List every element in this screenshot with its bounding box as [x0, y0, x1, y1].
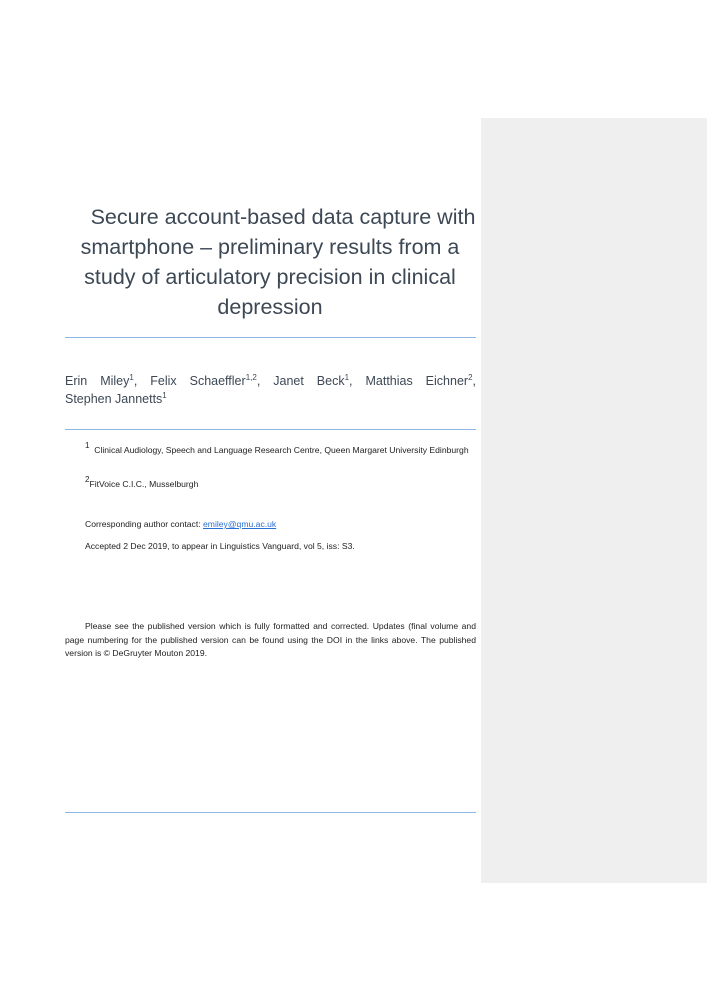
author-name: Janet Beck: [273, 374, 345, 388]
author-name: Matthias Eichner: [365, 374, 469, 388]
author-name: Stephen Jannetts: [65, 392, 163, 406]
author-affiliation-mark: 2: [468, 373, 473, 382]
paper-title: [60, 202, 480, 322]
title-divider: [65, 337, 476, 338]
affiliation-mark: 1: [85, 441, 90, 450]
author-name: Erin Miley: [65, 374, 130, 388]
author-affiliation-mark: 1: [344, 373, 350, 382]
affiliation-text: FitVoice C.I.C., Musselburgh: [89, 479, 199, 489]
author-name: Felix Schaeffler: [150, 374, 246, 388]
comment-pane: [481, 118, 707, 883]
title-line: smartphone – preliminary results from a: [80, 235, 460, 259]
title-line: study of articulatory precision in clinical: [84, 265, 456, 289]
affiliation-2: [65, 475, 476, 492]
affiliation-mark: 2: [85, 475, 90, 484]
author-affiliation-mark: 1: [129, 373, 134, 382]
email-link[interactable]: emiley@qmu.ac.uk: [203, 519, 277, 529]
authors-divider: [65, 429, 476, 430]
affiliation-text: Clinical Audiology, Speech and Language Research Centre, Queen Margaret University Edinburgh: [94, 445, 469, 455]
affiliation-1: [65, 441, 476, 458]
title-line: Secure account-based data capture with: [90, 205, 476, 229]
acceptance-note: Accepted 2 Dec 2019, to appear in Linguistics Vanguard, vol 5, iss: S3.: [85, 541, 355, 551]
corresponding-author: [65, 518, 476, 532]
author-affiliation-mark: 1: [162, 391, 167, 400]
author-list-continued: [65, 390, 476, 408]
contact-label: Corresponding author contact:: [85, 519, 201, 529]
author-list: Erin Miley$^1$, Felix Schaeffler$^{1,2}$, Janet Beck$^1$, Matthias Eichner$^2$,: [65, 373, 477, 388]
published-version-notice: Please see the published version which is fully formatted and corrected. Updates (final volume and page numbering for the published version can be found using the DOI in the links above. The published version is © DeGruyter Mouton 2019.: [65, 621, 476, 658]
title-line: depression: [217, 295, 323, 319]
author-affiliation-mark: 1,2: [245, 373, 257, 382]
bottom-divider: [65, 812, 476, 813]
